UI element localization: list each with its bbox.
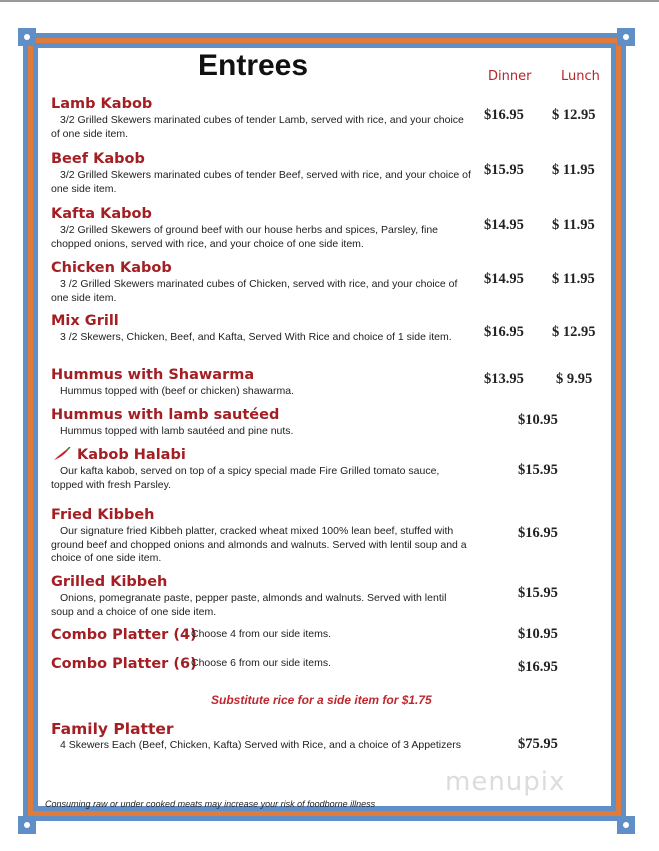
- menu-item-hummus-with-shawarma: [51, 366, 471, 399]
- item-name: Mix Grill: [51, 313, 119, 329]
- lunch-price: $ 12.95: [552, 107, 596, 123]
- menu-item-kafta-kabob: [51, 205, 471, 251]
- substitution-note: Substitute rice for a side item for $1.75: [211, 693, 432, 707]
- menu-item-lamb-kabob: [51, 95, 471, 141]
- menu-item-family-platter: [51, 720, 471, 753]
- item-price: $15.95: [518, 462, 558, 478]
- item-description: Hummus topped with (beef or chicken) shawarma.: [60, 385, 295, 397]
- menu-item-beef-kabob: [51, 150, 471, 196]
- dinner-price: $15.95: [484, 162, 524, 178]
- menu-item-mix-grill: [51, 312, 471, 345]
- item-description: 3 /2 Grilled Skewers marinated cubes of Chicken, served with rice, and your choice of one side item.: [51, 278, 458, 304]
- dinner-price: $16.95: [484, 107, 524, 123]
- item-description: 3/2 Grilled Skewers marinated cubes of tender Beef, served with rice, and your choice of one side item.: [51, 169, 471, 195]
- corner-ornament-bottom-left: [18, 816, 36, 834]
- lunch-price: $ 12.95: [552, 324, 596, 340]
- lunch-price: $ 11.95: [552, 162, 595, 178]
- lunch-price: $ 11.95: [552, 217, 595, 233]
- item-description: Onions, pomegranate paste, pepper paste, almonds and walnuts. Served with lentil soup and a choice of one side item.: [51, 592, 447, 618]
- page-title: Entrees: [198, 49, 309, 82]
- top-divider: [0, 0, 659, 2]
- item-description: 4 Skewers Each (Beef, Chicken, Kafta) Served with Rice, and a choice of 3 Appetizers: [60, 739, 461, 751]
- menu-item-chicken-kabob: [51, 259, 471, 305]
- lunch-price: $ 9.95: [556, 371, 593, 387]
- item-name-row: [51, 446, 471, 464]
- item-name: Kafta Kabob: [51, 206, 152, 222]
- item-description: Our kafta kabob, served on top of a spicy special made Fire Grilled tomato sauce, topped with fresh Parsley.: [51, 465, 440, 491]
- item-name: Family Platter: [51, 720, 174, 738]
- item-name: Combo Platter (4): [51, 627, 197, 643]
- item-name: Combo Platter (6): [51, 656, 197, 672]
- item-name: Chicken Kabob: [51, 260, 172, 276]
- menu-item-hummus-with-lamb-sauteed: [51, 406, 471, 439]
- dinner-price: $14.95: [484, 271, 524, 287]
- corner-ornament-bottom-right: [617, 816, 635, 834]
- dinner-price: $16.95: [484, 324, 524, 340]
- item-price: $10.95: [518, 626, 558, 642]
- item-name: Lamb Kabob: [51, 96, 153, 112]
- lunch-column-header: Lunch: [561, 69, 600, 84]
- item-description: Choose 4 from our side items.: [191, 628, 332, 640]
- menu-item-kabob-halabi: [51, 446, 471, 492]
- corner-ornament-top-right: [617, 28, 635, 46]
- item-price: $16.95: [518, 659, 558, 675]
- dinner-price: $14.95: [484, 217, 524, 233]
- dinner-column-header: Dinner: [488, 69, 532, 84]
- item-price: $15.95: [518, 585, 558, 601]
- item-name: Beef Kabob: [51, 151, 145, 167]
- item-price: $10.95: [518, 412, 558, 428]
- item-description: Hummus topped with lamb sautéed and pine nuts.: [60, 425, 294, 437]
- item-description: 3/2 Grilled Skewers marinated cubes of tender Lamb, served with rice, and your choice of one side item.: [51, 114, 464, 140]
- item-description: 3/2 Grilled Skewers of ground beef with our house herbs and spices, Parsley, fine chopped onions, served with rice, and your choice of one side item.: [51, 224, 439, 250]
- item-price: $16.95: [518, 525, 558, 541]
- item-name: Kabob Halabi: [77, 447, 186, 463]
- item-name: Fried Kibbeh: [51, 507, 155, 523]
- dinner-price: $13.95: [484, 371, 524, 387]
- menu-item-grilled-kibbeh: [51, 573, 471, 619]
- food-safety-disclaimer: Consuming raw or under cooked meats may increase your risk of foodborne illness: [45, 799, 376, 809]
- item-description: Our signature fried Kibbeh platter, cracked wheat mixed 100% lean beef, stuffed with ground beef and chopped onions and almonds and walnuts. Served with lentil soup and a choice of one side item.: [51, 525, 467, 564]
- item-description: 3 /2 Skewers, Chicken, Beef, and Kafta, Served With Rice and choice of 1 side item.: [60, 331, 452, 343]
- item-price: $75.95: [518, 736, 558, 752]
- lunch-price: $ 11.95: [552, 271, 595, 287]
- corner-ornament-top-left: [18, 28, 36, 46]
- item-name: Hummus with lamb sautéed: [51, 407, 280, 423]
- item-name: Hummus with Shawarma: [51, 367, 255, 383]
- menu-item-fried-kibbeh: [51, 506, 471, 566]
- watermark-logo: menupix: [445, 767, 566, 797]
- chili-pepper-icon: [51, 447, 71, 461]
- item-name: Grilled Kibbeh: [51, 574, 168, 590]
- item-description: Choose 6 from our side items.: [191, 657, 332, 669]
